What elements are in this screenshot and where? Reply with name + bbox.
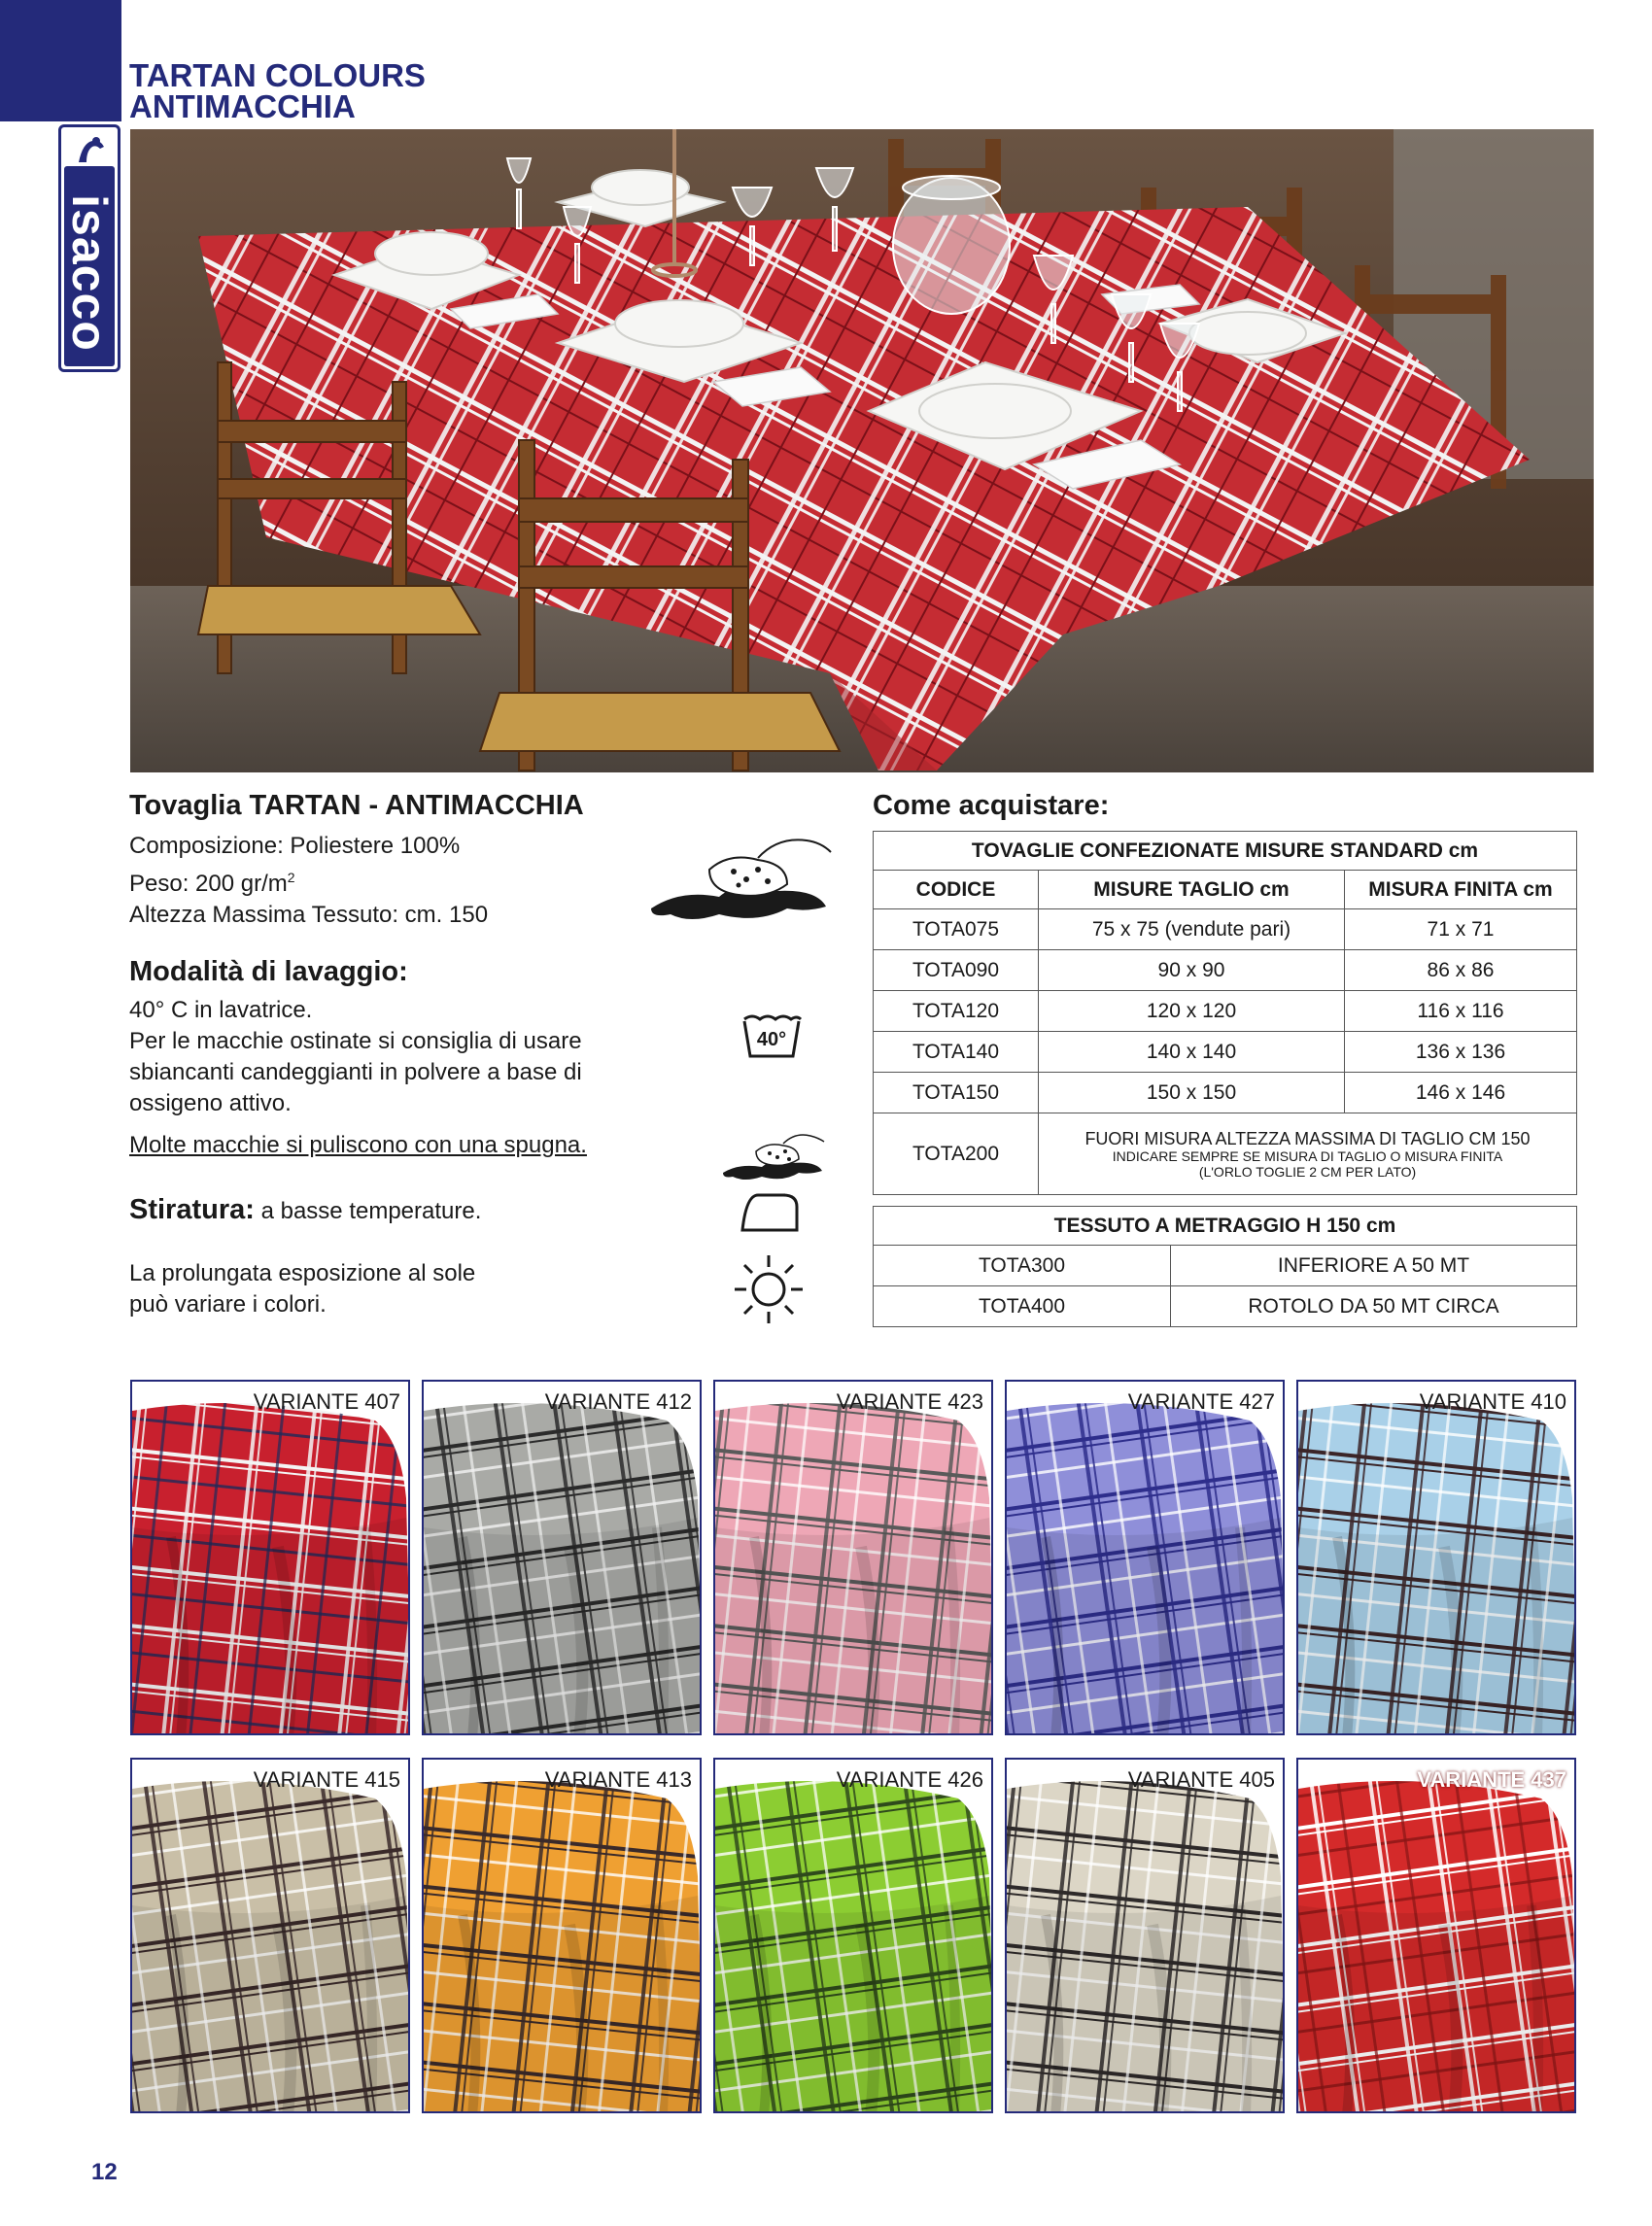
- variant-label: VARIANTE 415: [253, 1767, 400, 1792]
- table-row: [874, 1286, 1577, 1327]
- cell-code: TOTA075: [874, 909, 1039, 950]
- ironing-text: a basse temperature.: [254, 1198, 482, 1224]
- wash-temperature-label: 40°: [756, 1029, 787, 1050]
- product-title: Tovaglia TARTAN - ANTIMACCHIA: [129, 790, 584, 821]
- cell-cut-size: 140 x 140: [1039, 1032, 1345, 1073]
- variant-label: VARIANTE 412: [544, 1389, 692, 1414]
- plaid-fabric-image: [132, 1760, 410, 2113]
- plaid-fabric-image: [715, 1382, 993, 1735]
- cell-finished-size: 86 x 86: [1345, 950, 1577, 991]
- ironing-title: Stiratura:: [129, 1194, 255, 1225]
- cell-code: TOTA140: [874, 1032, 1039, 1073]
- plaid-fabric-image: [424, 1382, 702, 1735]
- brand-name: isacco: [62, 194, 117, 352]
- variant-swatch: [1296, 1758, 1576, 2113]
- variant-label: VARIANTE 423: [836, 1389, 983, 1414]
- plaid-fabric-image: [1298, 1760, 1576, 2113]
- cell-cut-size: 75 x 75 (vendute pari): [1039, 909, 1345, 950]
- variant-label: VARIANTE 437: [1417, 1767, 1566, 1792]
- composition-text: Composizione: Poliestere 100%: [129, 833, 461, 859]
- cell-description: INFERIORE A 50 MT: [1171, 1246, 1577, 1286]
- title-line-2: ANTIMACCHIA: [129, 88, 356, 124]
- max-height-text: Altezza Massima Tessuto: cm. 150: [129, 902, 489, 928]
- column-header-cut-size: MISURE TAGLIO cm: [1039, 871, 1345, 909]
- variant-swatch: [713, 1758, 993, 2113]
- table-row: [874, 1032, 1577, 1073]
- sponge-note: Molte macchie si puliscono con una spugna.: [129, 1132, 587, 1158]
- variant-label: VARIANTE 427: [1127, 1389, 1275, 1414]
- variant-swatch: [1005, 1758, 1285, 2113]
- cell-code: TOTA400: [874, 1286, 1171, 1327]
- logo-figure-icon: [75, 133, 108, 166]
- variant-swatch: [1296, 1380, 1576, 1735]
- weight-unit-sup: 2: [287, 870, 295, 885]
- plaid-fabric-image: [1298, 1382, 1576, 1735]
- standard-sizes-table: [873, 831, 1577, 1195]
- weight-value: Peso: 200 gr/m: [129, 871, 288, 897]
- iron-low-temperature-icon: [739, 1187, 801, 1236]
- weight-text: [129, 862, 488, 900]
- variant-swatch: [713, 1380, 993, 1735]
- custom-size-line-2: INDICARE SEMPRE SE MISURA DI TAGLIO O MISURA FINITA: [1112, 1147, 1503, 1164]
- washing-line-3: sbiancanti candeggianti in polvere a base di: [129, 1059, 582, 1085]
- variant-label: VARIANTE 413: [544, 1767, 692, 1792]
- header-color-bar: [0, 0, 121, 121]
- variant-swatch: [422, 1380, 702, 1735]
- cell-finished-size: 146 x 146: [1345, 1073, 1577, 1113]
- brand-logo: [58, 124, 120, 372]
- cell-code: TOTA120: [874, 991, 1039, 1032]
- cell-finished-size: 71 x 71: [1345, 909, 1577, 950]
- meter-fabric-table: [873, 1206, 1577, 1327]
- variant-swatch: [1005, 1380, 1285, 1735]
- washing-instructions: [129, 995, 582, 1119]
- purchase-title: Come acquistare:: [873, 790, 1110, 821]
- sun-icon: [733, 1253, 805, 1325]
- washing-line-1: 40° C in lavatrice.: [129, 997, 313, 1023]
- table-row: [874, 950, 1577, 991]
- washing-line-4: ossigeno attivo.: [129, 1090, 292, 1116]
- variant-swatch: [130, 1758, 410, 2113]
- cell-code: TOTA150: [874, 1073, 1039, 1113]
- product-specs: [129, 831, 488, 931]
- variant-label: VARIANTE 407: [253, 1389, 400, 1414]
- table-row: [874, 1246, 1577, 1286]
- cell-code: TOTA200: [874, 1113, 1039, 1195]
- cell-cut-size: 120 x 120: [1039, 991, 1345, 1032]
- column-header-code: CODICE: [874, 871, 1039, 909]
- variant-label: VARIANTE 405: [1127, 1767, 1275, 1792]
- ironing-instructions: [129, 1194, 481, 1226]
- washing-title: Modalità di lavaggio:: [129, 956, 408, 987]
- table-row: [874, 991, 1577, 1032]
- title-line-1: TARTAN COLOURS: [129, 57, 426, 93]
- variant-swatch: [422, 1758, 702, 2113]
- tablecloth-scene-image: [130, 129, 1594, 772]
- custom-size-line-3: (L'ORLO TOGLIE 2 CM PER LATO): [1198, 1163, 1417, 1180]
- plaid-fabric-image: [424, 1760, 702, 2113]
- washing-line-2: Per le macchie ostinate si consiglia di usare: [129, 1028, 582, 1054]
- sun-warning-line-1: La prolungata esposizione al sole: [129, 1260, 476, 1286]
- variant-label: VARIANTE 426: [836, 1767, 983, 1792]
- sun-warning: [129, 1258, 475, 1320]
- hero-photo: [130, 129, 1594, 772]
- variant-label: VARIANTE 410: [1419, 1389, 1566, 1414]
- cell-code: TOTA300: [874, 1246, 1171, 1286]
- standard-table-caption: TOVAGLIE CONFEZIONATE MISURE STANDARD cm: [874, 832, 1577, 871]
- table-row: [874, 1073, 1577, 1113]
- plaid-fabric-image: [1007, 1382, 1285, 1735]
- cell-finished-size: 116 x 116: [1345, 991, 1577, 1032]
- sun-warning-line-2: può variare i colori.: [129, 1291, 327, 1318]
- plaid-fabric-image: [132, 1382, 410, 1735]
- table-row: [874, 909, 1577, 950]
- stain-resistant-icon: [641, 831, 836, 928]
- cell-finished-size: 136 x 136: [1345, 1032, 1577, 1073]
- meter-table-caption: TESSUTO A METRAGGIO H 150 cm: [874, 1207, 1577, 1246]
- cell-description: ROTOLO DA 50 MT CIRCA: [1171, 1286, 1577, 1327]
- table-row-custom: [874, 1113, 1577, 1195]
- custom-size-line-1: FUORI MISURA ALTEZZA MASSIMA DI TAGLIO CM 150: [1084, 1128, 1531, 1148]
- cell-cut-size: 90 x 90: [1039, 950, 1345, 991]
- wash-40-icon: [740, 1013, 803, 1060]
- variant-swatch: [130, 1380, 410, 1735]
- custom-size-notes: [1039, 1113, 1577, 1195]
- cell-code: TOTA090: [874, 950, 1039, 991]
- page-title: [129, 57, 426, 124]
- sponge-icon: [719, 1130, 826, 1184]
- plaid-fabric-image: [1007, 1760, 1285, 2113]
- cell-cut-size: 150 x 150: [1039, 1073, 1345, 1113]
- page-number: 12: [91, 2159, 118, 2185]
- plaid-fabric-image: [715, 1760, 993, 2113]
- column-header-finished-size: MISURA FINITA cm: [1345, 871, 1577, 909]
